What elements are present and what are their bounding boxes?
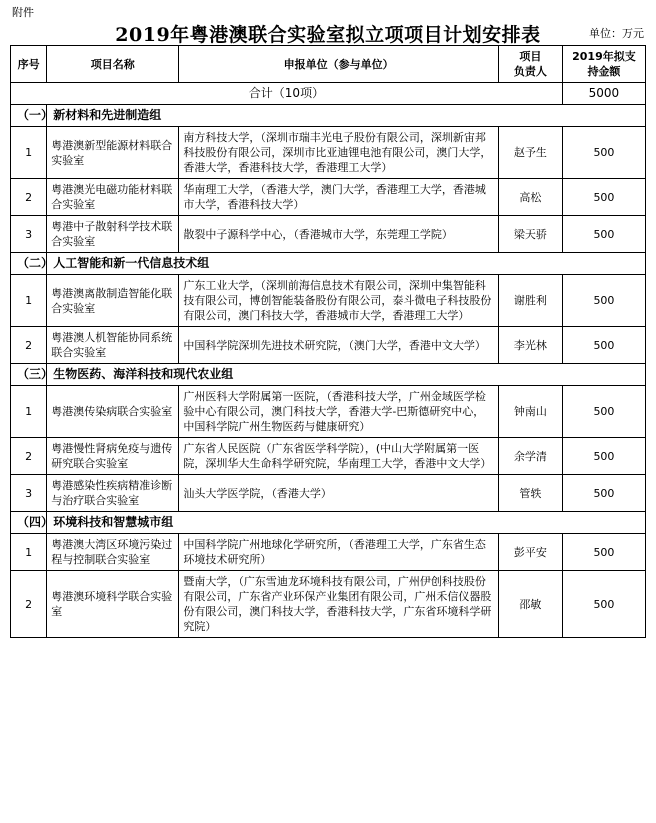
row-applicant: 广州医科大学附属第一医院，（香港科技大学，广州金域医学检验中心有限公司，澳门科技大学，香港大学-巴斯德研究中心，中国科学院广州生物医药与健康研究） [179,386,499,438]
group-index: （四） [11,512,47,534]
total-row [11,83,646,105]
row-amount: 500 [562,571,645,638]
row-applicant: 华南理工大学，（香港大学，澳门大学，香港理工大学，香港城市大学，香港科技大学） [179,179,499,216]
row-leader: 谢胜利 [498,275,562,327]
row-project-name: 粤港澳大湾区环境污染过程与控制联合实验室 [47,534,179,571]
group-name: 新材料和先进制造组 [47,105,646,127]
column-header-leader-line1: 项目 [519,50,542,63]
group-index: （三） [11,364,47,386]
column-header-leader [498,46,562,83]
table-row [11,386,646,438]
row-project-name: 粤港澳新型能源材料联合实验室 [47,127,179,179]
row-leader: 李光林 [498,327,562,364]
row-seq: 1 [11,386,47,438]
group-index: （二） [11,253,47,275]
group-header-row [11,512,646,534]
group-name: 环境科技和智慧城市组 [47,512,646,534]
column-header-project-name: 项目名称 [47,46,179,83]
row-seq: 2 [11,438,47,475]
row-amount: 500 [562,275,645,327]
column-header-amount-line2: 持金额 [587,65,621,78]
row-seq: 2 [11,179,47,216]
table-row [11,179,646,216]
group-header-row [11,253,646,275]
table-row [11,127,646,179]
table-row [11,275,646,327]
group-index: （一） [11,105,47,127]
group-header-row [11,105,646,127]
row-project-name: 粤港慢性肾病免疫与遗传研究联合实验室 [47,438,179,475]
table-row [11,534,646,571]
row-leader: 赵予生 [498,127,562,179]
row-project-name: 粤港澳环境科学联合实验室 [47,571,179,638]
row-project-name: 粤港澳离散制造智能化联合实验室 [47,275,179,327]
row-seq: 2 [11,571,47,638]
row-applicant: 暨南大学，（广东雪迪龙环境科技有限公司，广州伊创科技股份有限公司，广东省产业环保产业集团有限公司，广州禾信仪器股份有限公司，澳门科技大学，香港科技大学，广东省环境科学研究院） [179,571,499,638]
row-seq: 1 [11,127,47,179]
row-leader: 钟南山 [498,386,562,438]
page-title: 2019年粤港澳联合实验室拟立项项目计划安排表 [115,24,541,46]
row-seq: 1 [11,275,47,327]
row-applicant: 南方科技大学，（深圳市瑞丰光电子股份有限公司，深圳新宙邦科技股份有限公司，深圳市比亚迪锂电池有限公司，澳门大学，香港大学，香港科技大学，香港理工大学） [179,127,499,179]
row-amount: 500 [562,534,645,571]
table-body [11,83,646,638]
row-seq: 2 [11,327,47,364]
row-amount: 500 [562,475,645,512]
row-amount: 500 [562,127,645,179]
table-row [11,327,646,364]
total-amount: 5000 [562,83,645,105]
column-header-amount-line1: 2019年拟支 [572,50,636,63]
row-project-name: 粤港澳人机智能协同系统联合实验室 [47,327,179,364]
group-name: 人工智能和新一代信息技术组 [47,253,646,275]
row-leader: 彭平安 [498,534,562,571]
row-amount: 500 [562,327,645,364]
row-leader: 邵敏 [498,571,562,638]
group-header-row [11,364,646,386]
total-label: 合计（10项） [11,83,563,105]
table-row [11,571,646,638]
table-row [11,475,646,512]
row-amount: 500 [562,438,645,475]
row-leader: 余学清 [498,438,562,475]
table-row [11,216,646,253]
row-seq: 3 [11,475,47,512]
row-amount: 500 [562,386,645,438]
row-leader: 管轶 [498,475,562,512]
column-header-leader-line2: 负责人 [513,65,547,78]
row-seq: 1 [11,534,47,571]
row-amount: 500 [562,179,645,216]
row-project-name: 粤港澳传染病联合实验室 [47,386,179,438]
column-header-amount [562,46,645,83]
row-project-name: 粤港澳光电磁功能材料联合实验室 [47,179,179,216]
row-applicant: 广东工业大学，（深圳前海信息技术有限公司，深圳中集智能科技有限公司，博创智能装备股份有限公司，泰斗微电子科技股份有限公司，澳门科技大学，香港城市大学，香港理工大学） [179,275,499,327]
column-header-seq: 序号 [11,46,47,83]
row-applicant: 广东省人民医院（广东省医学科学院），(中山大学附属第一医院，深圳华大生命科学研究院，华南理工大学，香港中文大学） [179,438,499,475]
row-applicant: 中国科学院深圳先进技术研究院，（澳门大学，香港中文大学） [179,327,499,364]
project-plan-table [10,45,646,638]
row-leader: 梁天骄 [498,216,562,253]
attachment-label: 附件 [12,6,34,19]
row-seq: 3 [11,216,47,253]
unit-note: 单位：万元 [589,27,644,40]
row-project-name: 粤港感染性疾病精准诊断与治疗联合实验室 [47,475,179,512]
row-leader: 高松 [498,179,562,216]
row-applicant: 散裂中子源科学中心，（香港城市大学，东莞理工学院） [179,216,499,253]
group-name: 生物医药、海洋科技和现代农业组 [47,364,646,386]
row-applicant: 中国科学院广州地球化学研究所，（香港理工大学，广东省生态环境技术研究所） [179,534,499,571]
row-project-name: 粤港中子散射科学技术联合实验室 [47,216,179,253]
column-header-applicant: 申报单位（参与单位） [179,46,499,83]
row-applicant: 汕头大学医学院，（香港大学） [179,475,499,512]
row-amount: 500 [562,216,645,253]
table-row [11,438,646,475]
table-header [11,46,646,83]
